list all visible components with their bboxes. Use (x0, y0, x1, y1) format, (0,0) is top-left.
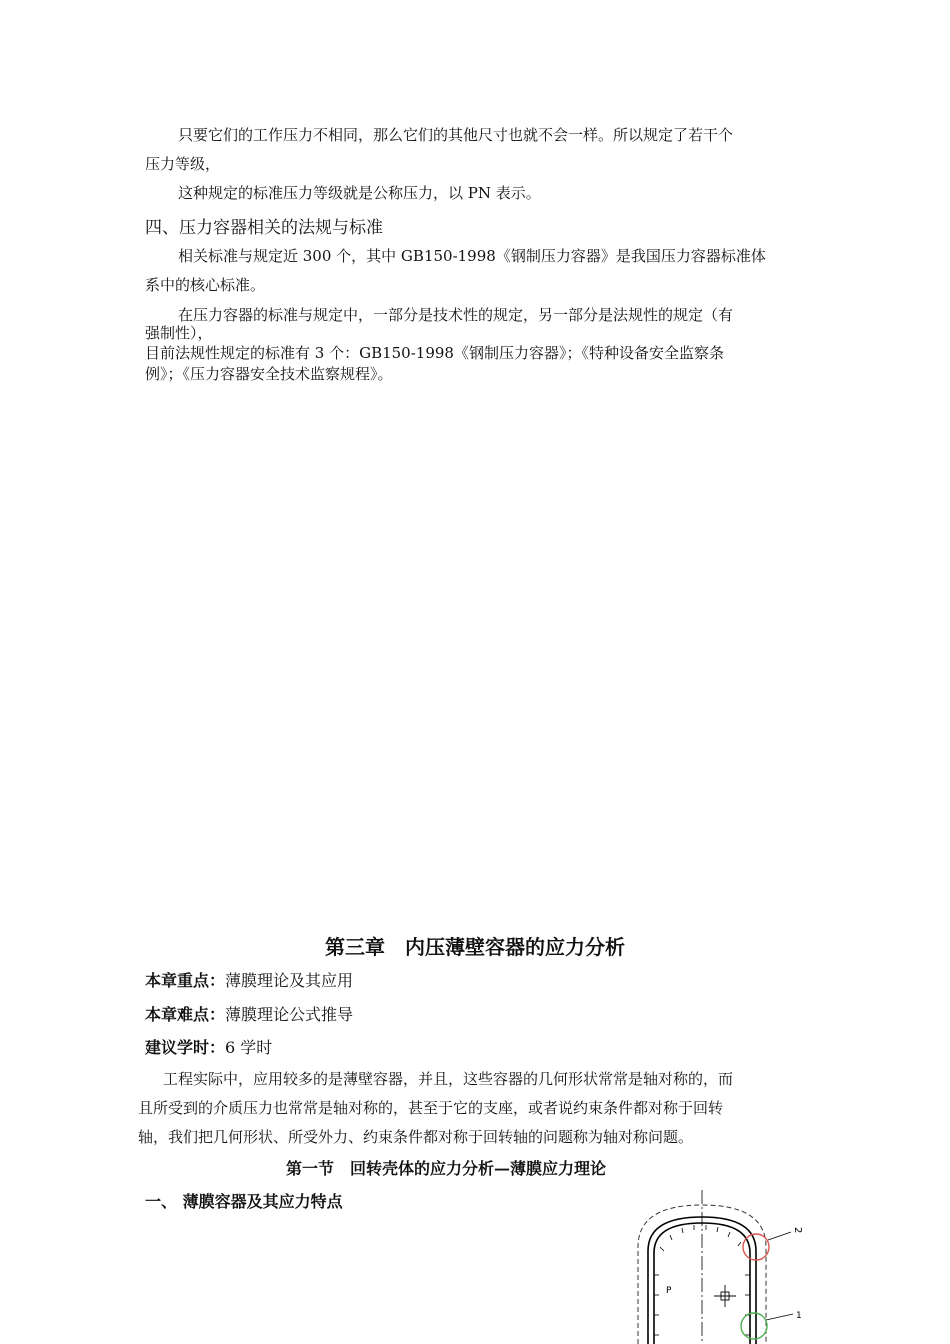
difficulty-value: 薄膜理论公式推导 (225, 1005, 354, 1024)
section-title: 第一节 回转壳体的应力分析—薄膜应力理论 (286, 1159, 607, 1178)
vessel-figure (620, 1185, 820, 1344)
paragraph-line: 且所受到的介质压力也常常是轴对称的，甚至于它的支座，或者说约束条件都对称于回转 (138, 1099, 724, 1117)
callout-2: 2 (792, 1227, 803, 1234)
callout-1: 1 (796, 1311, 802, 1321)
leader-line-2 (768, 1232, 791, 1240)
paragraph-line: 在压力容器的标准与规定中，一部分是技术性的规定，另一部分是法规性的规定（有 (178, 306, 734, 324)
study-hours-row (145, 1035, 272, 1058)
section-heading: 四、压力容器相关的法规与标准 (145, 218, 383, 238)
difficulty-row (145, 1002, 353, 1025)
paragraph-line: 系中的核心标准。 (145, 276, 266, 294)
center-mark-icon (714, 1285, 736, 1307)
study-hours-label: 建议学时： (145, 1038, 226, 1057)
paragraph-line: 例》；《压力容器安全技术监察规程》。 (145, 365, 393, 383)
difficulty-label: 本章难点： (145, 1005, 226, 1024)
detail-circle-1 (741, 1313, 767, 1339)
study-hours-value: 6 学时 (225, 1038, 273, 1057)
paragraph-line: 目前法规性规定的标准有 3 个：GB150-1998《钢制压力容器》；《特种设备安全监察条 (145, 344, 724, 362)
paragraph-line: 只要它们的工作压力不相同，那么它们的其他尺寸也就不会一样。所以规定了若干个 (178, 126, 734, 144)
key-points-label: 本章重点： (145, 971, 226, 990)
paragraph-line: 压力等级， (145, 155, 221, 173)
paragraph-line: 相关标准与规定近 300 个，其中 GB150-1998《钢制压力容器》是我国压力容器标准体 (178, 247, 766, 265)
paragraph-line: 这种规定的标准压力等级就是公称压力，以 PN 表示。 (178, 184, 541, 202)
paragraph-line: 工程实际中，应用较多的是薄壁容器，并且，这些容器的几何形状常常是轴对称的，而 (163, 1070, 734, 1088)
chapter-title: 第三章 内压薄壁容器的应力分析 (325, 935, 625, 959)
key-points-value: 薄膜理论及其应用 (225, 971, 354, 990)
pressure-label: P (666, 1286, 672, 1296)
paragraph-line: 强制性）， (145, 324, 213, 342)
paragraph-line: 轴，我们把几何形状、所受外力、约束条件都对称于回转轴的问题称为轴对称问题。 (138, 1128, 694, 1146)
leader-line-1 (766, 1314, 793, 1320)
key-points-row (145, 968, 353, 991)
subsection-title: 一、 薄膜容器及其应力特点 (145, 1192, 343, 1211)
